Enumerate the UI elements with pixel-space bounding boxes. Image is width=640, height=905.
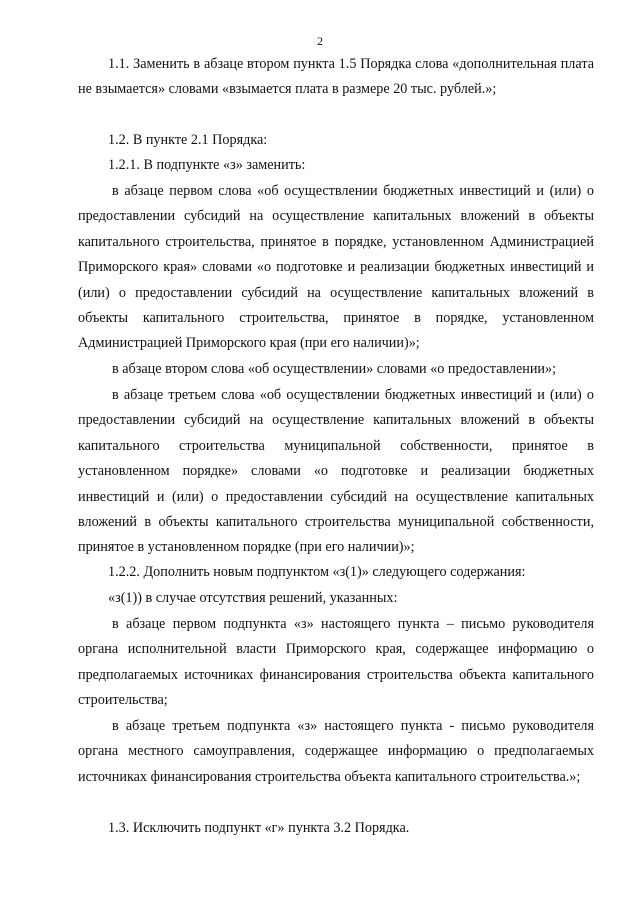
paragraph-abzac-first: в абзаце первом слова «об осуществлении бюджетных инвестиций и (или) о предоставлении субсидий на осуществление капитальных вложений в объекты капитального строительства, принятое в порядке, установленном Администрацией Приморского края» словами «о подготовке и реализации бюджетных инвестиций и (или) о предоставлении субсидий на осуществление капитальных вложений в объекты капитального строительства, принятое в порядке, установленном Администрацией Приморского края (при его наличии)»;: [78, 183, 594, 352]
paragraph-1-1: 1.1. Заменить в абзаце втором пункта 1.5 Порядка слова «дополнительная плата не взымается» словами «взымается плата в размере 20 тыс. рублей.»;: [78, 56, 594, 98]
paragraph-z1-third: в абзаце третьем подпункта «з» настоящего пункта - письмо руководителя органа местного самоуправления, содержащее информацию о предполагаемых источниках финансирования строительства объекта капитального строительства.»;: [78, 718, 594, 785]
paragraph-z1: «з(1)) в случае отсутствия решений, указанных:: [108, 590, 398, 606]
page-number: 2: [317, 34, 323, 48]
paragraph-1-3: 1.3. Исключить подпункт «г» пункта 3.2 Порядка.: [108, 820, 410, 836]
paragraph-abzac-third: в абзаце третьем слова «об осуществлении бюджетных инвестиций и (или) о предоставлении субсидий на осуществление капитальных вложений в объекты капитального строительства муниципальной собственности, принятое в установленном порядке» словами «о подготовке и реализации бюджетных инвестиций и (или) о предоставлении субсидий на осуществление капитальных вложений в объекты капитального строительства муниципальной собственности, принятое в установленном порядке (при его наличии)»;: [78, 387, 594, 556]
paragraph-1-2-2: 1.2.2. Дополнить новым подпунктом «з(1)» следующего содержания:: [108, 564, 526, 580]
paragraph-1-2-1: 1.2.1. В подпункте «з» заменить:: [108, 157, 306, 173]
paragraph-z1-first: в абзаце первом подпункта «з» настоящего пункта – письмо руководителя органа исполнительной власти Приморского края, содержащее информацию о предполагаемых источниках финансирования строительства объекта капитального строительства;: [78, 616, 594, 709]
paragraph-1-2: 1.2. В пункте 2.1 Порядка:: [108, 132, 268, 148]
paragraph-abzac-second: в абзаце втором слова «об осуществлении» словами «о предоставлении»;: [112, 361, 557, 377]
